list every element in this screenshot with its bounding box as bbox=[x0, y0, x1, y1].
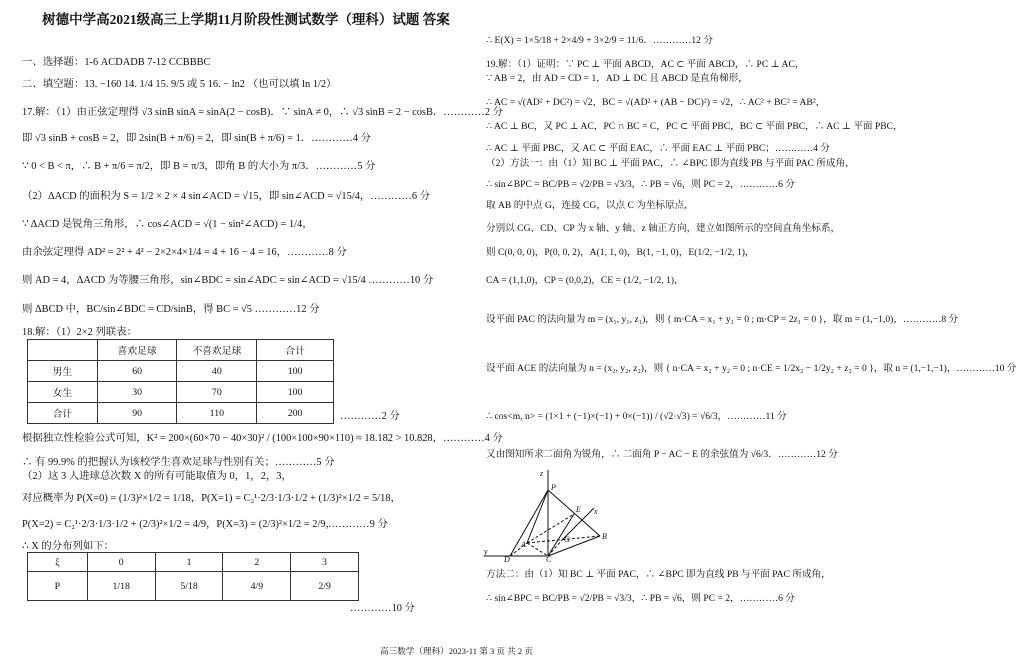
pyramid-figure bbox=[482, 468, 612, 562]
table-row bbox=[28, 361, 334, 382]
fig-label: A bbox=[521, 540, 526, 549]
fig-label: x bbox=[594, 507, 598, 516]
q18-line-7: ∴ X 的分布列如下： bbox=[22, 541, 115, 552]
table-row bbox=[28, 572, 359, 601]
table-cell: 30 bbox=[97, 382, 177, 403]
fig-label: G bbox=[564, 535, 570, 544]
q17-line-1: 17.解：（1）由正弦定理得 √3 sinB sinA = sinA(2 − cosB)．∵ sinA ≠ 0，∴ √3 sinB = 2 − cosB．…………2 分 bbox=[22, 107, 504, 118]
fig-label: E bbox=[576, 505, 581, 514]
fig-label: y bbox=[484, 547, 488, 556]
fig-label: B bbox=[602, 532, 607, 541]
page-footer: 高三数学（理科）2023-11 第 3 页 共 2 页 bbox=[380, 646, 533, 656]
score-marker: …………2 分 bbox=[340, 411, 400, 422]
table-cell: 1/18 bbox=[87, 572, 155, 601]
q17-line-7: 则 AD = 4，ΔACD 为等腰三角形，sin∠BDC = sin∠ADC = sin∠ACD = √15/4 …………10 分 bbox=[22, 275, 434, 286]
score-marker: …………9 分 bbox=[328, 519, 388, 530]
fig-label: C bbox=[546, 555, 552, 564]
fill-answers: 二、填空题：13. −160 14. 1/4 15. 9/5 或 5 16. − ln2 （也可以填 ln 1/2） bbox=[22, 79, 337, 90]
q18-line-4: （2）这 3 人进球总次数 X 的所有可能取值为 0，1，2，3， bbox=[22, 471, 292, 482]
r-line-3: ∵ AB = 2，由 AD = CD = 1，AD ⊥ DC 且 ABCD 是直角梯形， bbox=[486, 73, 748, 84]
table-cell: 合计 bbox=[257, 340, 334, 361]
table-cell: P bbox=[28, 572, 88, 601]
q18-line-2: 根据独立性检验公式可知，K² = 200×(60×70 − 40×30)² / (100×100×90×110) ≈ 18.182 > 10.828，…………4 分 bbox=[22, 433, 503, 444]
table-cell: 2 bbox=[223, 553, 291, 572]
edge-ac bbox=[527, 543, 548, 556]
r-line-16: 又由图知所求二面角为锐角，∴ 二面角 P − AC − E 的余弦值为 √6/3．…………12 分 bbox=[486, 449, 838, 460]
table-row bbox=[28, 403, 334, 424]
fig-label: P bbox=[551, 483, 556, 492]
r-line-7: （2）方法一：由（1）知 BC ⊥ 平面 PAC，∴ ∠BPC 即为直线 PB 与平面 PAC 所成角， bbox=[486, 158, 855, 169]
q18-line-6: P(X=2) = C₂¹·2/3·1/3·1/2 + (2/3)²×1/2 = 4/9，P(X=3) = (2/3)²×1/2 = 2/9， bbox=[22, 519, 336, 530]
edge-cb bbox=[548, 536, 600, 556]
table-cell: 40 bbox=[177, 361, 257, 382]
r-line-11: 则 C(0, 0, 0)，P(0, 0, 2)，A(1, 1, 0)，B(1, −1, 0)，E(1/2, −1/2, 1)， bbox=[486, 247, 755, 258]
r-line-5: ∴ AC ⊥ BC，又 PC ⊥ AC，PC ∩ BC = C，PC ⊂ 平面 PBC，BC ⊂ 平面 PBC，∴ AC ⊥ 平面 PBC， bbox=[486, 121, 903, 132]
r-line-14: 设平面 ACE 的法向量为 n = (x₂, y₂, z₂)，则 { n·CA = x₂ + y₂ = 0 ; n·CE = 1/2x₂ − 1/2y₂ + z₂ = 0 }，取 n = (1,−1,−1)，…………10 分 bbox=[486, 363, 1016, 374]
r-line-8: ∴ sin∠BPC = BC/PB = √2/PB = √3/3，∴ PB = √6，则 PC = 2，…………6 分 bbox=[486, 179, 795, 190]
r-line-1: ∴ E(X) = 1×5/18 + 2×4/9 + 3×2/9 = 11/6．…………12 分 bbox=[486, 35, 713, 46]
q18-line-1: 18.解：（1）2×2 列联表： bbox=[22, 327, 137, 338]
table-header-row bbox=[28, 553, 359, 572]
table-cell: 60 bbox=[97, 361, 177, 382]
table-cell: 不喜欢足球 bbox=[177, 340, 257, 361]
r-line-15: ∴ cos<m, n> = (1×1 + (−1)×(−1) + 0×(−1)) / (√2·√3) = √6/3，…………11 分 bbox=[486, 411, 787, 422]
r-line-2: 19.解：（1）证明：∵ PC ⊥ 平面 ABCD，AC ⊂ 平面 ABCD，∴ PC ⊥ AC， bbox=[486, 59, 805, 70]
edge-pa bbox=[527, 490, 548, 543]
q17-line-8: 则 ΔBCD 中，BC/sin∠BDC = CD/sinB，得 BC = √5 …………12 分 bbox=[22, 304, 320, 315]
table-cell: 110 bbox=[177, 403, 257, 424]
r-line-10: 分别以 CG、CD、CP 为 x 轴、y 轴、z 轴正方向，建立如图所示的空间直角坐标系， bbox=[486, 223, 841, 234]
table-cell: 5/18 bbox=[155, 572, 223, 601]
table-cell bbox=[28, 340, 98, 361]
distribution-table bbox=[27, 552, 359, 601]
table-cell: 1 bbox=[155, 553, 223, 572]
edge-ce bbox=[548, 514, 574, 556]
table-cell: 3 bbox=[291, 553, 359, 572]
table-cell: 男生 bbox=[28, 361, 98, 382]
edge-pd bbox=[510, 490, 548, 556]
r-line-12: CA = (1,1,0)，CP = (0,0,2)，CE = (1/2, −1/2, 1)， bbox=[486, 275, 684, 286]
score-marker: …………10 分 bbox=[350, 603, 415, 614]
choice-answers: 一、选择题：1-6 ACDADB 7-12 CCBBBC bbox=[22, 57, 211, 68]
table-cell: 0 bbox=[87, 553, 155, 572]
table-cell: 2/9 bbox=[291, 572, 359, 601]
fig-label: z bbox=[540, 469, 544, 478]
contingency-table bbox=[27, 339, 334, 424]
r-line-18: ∴ sin∠BPC = BC/PB = √2/PB = √3/3，∴ PB = √6，则 PC = 2，…………6 分 bbox=[486, 593, 795, 604]
r-line-4: ∴ AC = √(AD² + DC²) = √2，BC = √(AD² + (AB − DC)²) = √2，∴ AC² + BC² = AB²， bbox=[486, 97, 826, 108]
page-title: 树德中学高2021级高三上学期11月阶段性测试数学（理科）试题 答案 bbox=[42, 12, 450, 27]
table-header-row bbox=[28, 340, 334, 361]
table-row bbox=[28, 382, 334, 403]
r-line-13: 设平面 PAC 的法向量为 m = (x₁, y₁, z₁)，则 { m·CA = x₁ + y₁ = 0 ; m·CP = 2z₁ = 0 }，取 m = (1,−1,0)，…………8 分 bbox=[486, 314, 959, 325]
table-cell: 70 bbox=[177, 382, 257, 403]
q18-line-3: ∴ 有 99.9% 的把握认为该校学生喜欢足球与性别有关；…………5 分 bbox=[22, 457, 335, 468]
r-line-17: 方法二：由（1）知 BC ⊥ 平面 PAC，∴ ∠BPC 即为直线 PB 与平面 PAC 所成角， bbox=[486, 569, 831, 580]
fig-label: D bbox=[504, 555, 510, 564]
table-cell: 100 bbox=[257, 382, 334, 403]
edge-pb bbox=[548, 490, 600, 536]
q17-line-3: ∵ 0 < B < π，∴ B + π/6 = π/2，即 B = π/3，即角 B 的大小为 π/3．…………5 分 bbox=[22, 161, 376, 172]
r-line-6: ∴ AC ⊥ 平面 PBC，又 AC ⊂ 平面 EAC，∴ 平面 EAC ⊥ 平面 PBC；…………4 分 bbox=[486, 143, 831, 154]
q18-line-5: 对应概率为 P(X=0) = (1/3)²×1/2 = 1/18，P(X=1) = C₂¹·2/3·1/3·1/2 + (1/3)²×1/2 = 5/18， bbox=[22, 493, 401, 504]
table-cell: 合计 bbox=[28, 403, 98, 424]
table-cell: 200 bbox=[257, 403, 334, 424]
q17-line-2: 即 √3 sinB + cosB = 2，即 2sin(B + π/6) = 2，即 sin(B + π/6) = 1．…………4 分 bbox=[22, 133, 371, 144]
table-cell: 100 bbox=[257, 361, 334, 382]
q17-line-4: （2）ΔACD 的面积为 S = 1/2 × 2 × 4 sin∠ACD = √15，即 sin∠ACD = √15/4，…………6 分 bbox=[22, 191, 430, 202]
table-cell: 女生 bbox=[28, 382, 98, 403]
table-cell: 喜欢足球 bbox=[97, 340, 177, 361]
table-cell: 4/9 bbox=[223, 572, 291, 601]
q17-line-5: ∵ ΔACD 是锐角三角形，∴ cos∠ACD = √(1 − sin²∠ACD) = 1/4， bbox=[22, 219, 313, 230]
q17-line-6: 由余弦定理得 AD² = 2² + 4² − 2×2×4×1/4 = 4 + 16 − 4 = 16，…………8 分 bbox=[22, 247, 347, 258]
table-cell: 90 bbox=[97, 403, 177, 424]
table-cell: ξ bbox=[28, 553, 88, 572]
r-line-9: 取 AB 的中点 G，连接 CG，以点 C 为坐标原点， bbox=[486, 200, 694, 211]
